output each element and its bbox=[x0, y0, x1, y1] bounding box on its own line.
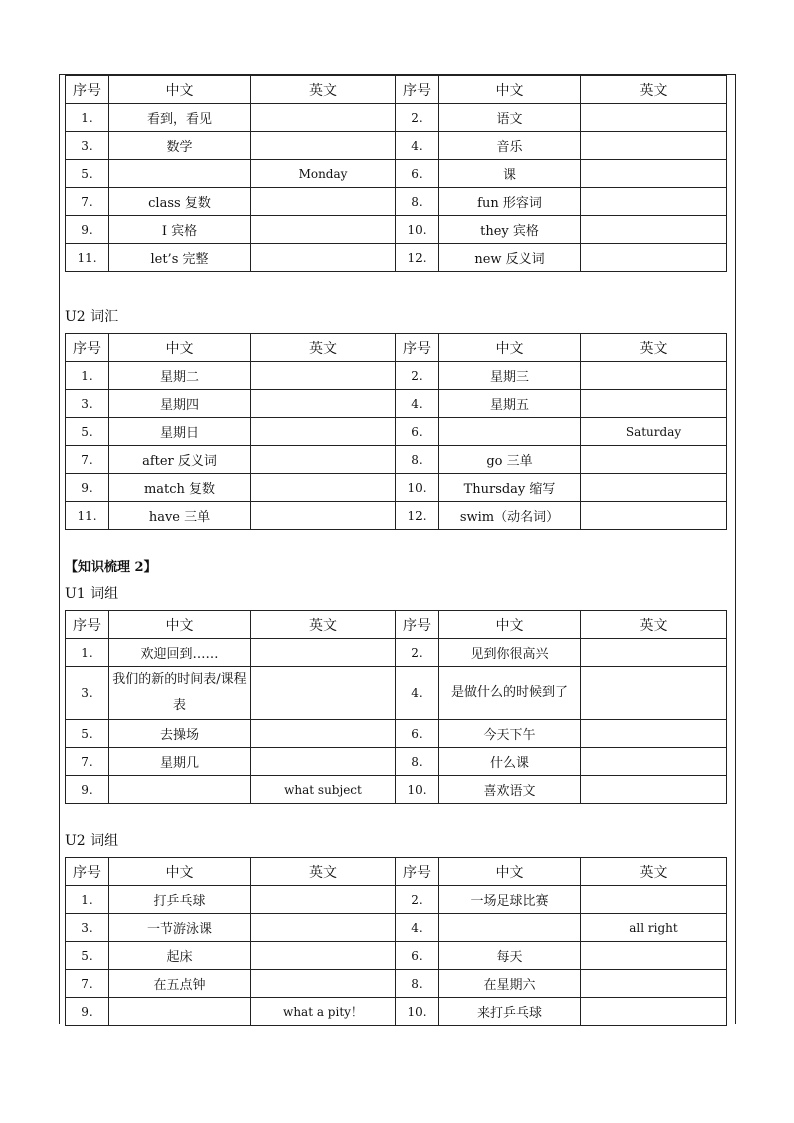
answer-cell[interactable] bbox=[251, 390, 396, 418]
cell-index: 8. bbox=[396, 446, 439, 474]
answer-cell[interactable] bbox=[581, 244, 727, 272]
cell-chinese: 见到你很高兴 bbox=[439, 639, 581, 667]
answer-cell[interactable] bbox=[581, 390, 727, 418]
cell-chinese: 星期日 bbox=[109, 418, 251, 446]
cell-chinese: class 复数 bbox=[109, 188, 251, 216]
cell-index: 6. bbox=[396, 160, 439, 188]
table-row bbox=[66, 390, 727, 418]
cell-chinese: 音乐 bbox=[439, 132, 581, 160]
column-header-english: 英文 bbox=[251, 611, 396, 639]
cell-chinese: fun 形容词 bbox=[439, 188, 581, 216]
section-u2-phrases: U2 词组 bbox=[65, 833, 119, 849]
u2-vocab-table bbox=[65, 333, 727, 530]
cell-chinese bbox=[109, 998, 251, 1026]
cell-index: 1. bbox=[66, 886, 109, 914]
cell-index: 3. bbox=[66, 914, 109, 942]
cell-chinese: 今天下午 bbox=[439, 720, 581, 748]
column-header-english: 英文 bbox=[581, 76, 727, 104]
table-row bbox=[66, 418, 727, 446]
cell-chinese: 星期五 bbox=[439, 390, 581, 418]
cell-chinese: 课 bbox=[439, 160, 581, 188]
cell-index: 5. bbox=[66, 720, 109, 748]
column-header-english: 英文 bbox=[251, 334, 396, 362]
table-row bbox=[66, 942, 727, 970]
column-header-chinese: 中文 bbox=[109, 76, 251, 104]
cell-index: 12. bbox=[396, 502, 439, 530]
column-header-chinese: 中文 bbox=[109, 858, 251, 886]
column-header-index: 序号 bbox=[66, 611, 109, 639]
cell-chinese: 一场足球比赛 bbox=[439, 886, 581, 914]
cell-chinese bbox=[439, 914, 581, 942]
cell-index: 7. bbox=[66, 748, 109, 776]
cell-index: 9. bbox=[66, 216, 109, 244]
column-header-index: 序号 bbox=[66, 76, 109, 104]
cell-chinese: 每天 bbox=[439, 942, 581, 970]
cell-chinese: 什么课 bbox=[439, 748, 581, 776]
cell-chinese: 星期几 bbox=[109, 748, 251, 776]
cell-chinese: 来打乒乓球 bbox=[439, 998, 581, 1026]
table-row bbox=[66, 244, 727, 272]
section-u1-phrases: U1 词组 bbox=[65, 586, 119, 602]
u1-vocab-table bbox=[65, 75, 727, 272]
cell-index: 2. bbox=[396, 886, 439, 914]
cell-index: 9. bbox=[66, 776, 109, 804]
cell-chinese: I 宾格 bbox=[109, 216, 251, 244]
cell-english: all right bbox=[581, 914, 727, 942]
cell-index: 6. bbox=[396, 720, 439, 748]
cell-chinese bbox=[109, 160, 251, 188]
cell-index: 11. bbox=[66, 244, 109, 272]
cell-english: what subject bbox=[251, 776, 396, 804]
answer-cell[interactable] bbox=[251, 132, 396, 160]
answer-cell[interactable] bbox=[251, 244, 396, 272]
table-row bbox=[66, 720, 727, 748]
cell-index: 2. bbox=[396, 362, 439, 390]
answer-cell[interactable] bbox=[581, 160, 727, 188]
table-row bbox=[66, 188, 727, 216]
cell-index: 5. bbox=[66, 160, 109, 188]
cell-index: 7. bbox=[66, 188, 109, 216]
answer-cell[interactable] bbox=[251, 216, 396, 244]
cell-chinese: swim（动名词） bbox=[439, 502, 581, 530]
table-row bbox=[66, 362, 727, 390]
cell-chinese: 是做什么的时候到了 bbox=[439, 667, 581, 720]
answer-cell[interactable] bbox=[581, 886, 727, 914]
column-header-index: 序号 bbox=[396, 334, 439, 362]
table-row bbox=[66, 886, 727, 914]
cell-chinese: 欢迎回到…… bbox=[109, 639, 251, 667]
table-row bbox=[66, 502, 727, 530]
table-row bbox=[66, 970, 727, 998]
cell-chinese: go 三单 bbox=[439, 446, 581, 474]
cell-index: 2. bbox=[396, 104, 439, 132]
column-header-chinese: 中文 bbox=[439, 611, 581, 639]
answer-cell[interactable] bbox=[581, 942, 727, 970]
cell-index: 1. bbox=[66, 639, 109, 667]
column-header-index: 序号 bbox=[396, 858, 439, 886]
cell-chinese: 在五点钟 bbox=[109, 970, 251, 998]
cell-index: 10. bbox=[396, 216, 439, 244]
answer-cell[interactable] bbox=[251, 474, 396, 502]
answer-cell[interactable] bbox=[581, 748, 727, 776]
column-header-index: 序号 bbox=[66, 858, 109, 886]
cell-index: 1. bbox=[66, 362, 109, 390]
cell-chinese: let’s 完整 bbox=[109, 244, 251, 272]
table-row bbox=[66, 104, 727, 132]
column-header-chinese: 中文 bbox=[109, 611, 251, 639]
cell-index: 6. bbox=[396, 942, 439, 970]
cell-index: 4. bbox=[396, 914, 439, 942]
cell-index: 11. bbox=[66, 502, 109, 530]
column-header-english: 英文 bbox=[251, 76, 396, 104]
cell-index: 3. bbox=[66, 132, 109, 160]
column-header-english: 英文 bbox=[251, 858, 396, 886]
answer-cell[interactable] bbox=[581, 639, 727, 667]
column-header-index: 序号 bbox=[396, 76, 439, 104]
u1-phrases-table bbox=[65, 610, 727, 804]
answer-cell[interactable] bbox=[581, 667, 727, 720]
answer-cell[interactable] bbox=[581, 998, 727, 1026]
table-row bbox=[66, 216, 727, 244]
section-knowledge-heading: 【知识梳理 2】 bbox=[65, 560, 157, 575]
cell-chinese: 一节游泳课 bbox=[109, 914, 251, 942]
cell-chinese: 星期二 bbox=[109, 362, 251, 390]
answer-cell[interactable] bbox=[581, 776, 727, 804]
answer-cell[interactable] bbox=[581, 502, 727, 530]
cell-index: 12. bbox=[396, 244, 439, 272]
cell-index: 9. bbox=[66, 998, 109, 1026]
cell-index: 2. bbox=[396, 639, 439, 667]
answer-cell[interactable] bbox=[251, 188, 396, 216]
table-row bbox=[66, 998, 727, 1026]
cell-index: 8. bbox=[396, 748, 439, 776]
cell-chinese bbox=[109, 776, 251, 804]
cell-chinese: after 反义词 bbox=[109, 446, 251, 474]
answer-cell[interactable] bbox=[581, 362, 727, 390]
cell-index: 8. bbox=[396, 970, 439, 998]
header-row bbox=[66, 611, 727, 639]
cell-index: 10. bbox=[396, 474, 439, 502]
cell-english: what a pity！ bbox=[251, 998, 396, 1026]
cell-index: 9. bbox=[66, 474, 109, 502]
answer-cell[interactable] bbox=[581, 446, 727, 474]
cell-index: 6. bbox=[396, 418, 439, 446]
answer-cell[interactable] bbox=[581, 132, 727, 160]
cell-english: Monday bbox=[251, 160, 396, 188]
table-row bbox=[66, 446, 727, 474]
table-row bbox=[66, 639, 727, 667]
cell-index: 4. bbox=[396, 390, 439, 418]
u2-phrases-table bbox=[65, 857, 727, 1026]
answer-cell[interactable] bbox=[581, 720, 727, 748]
cell-chinese: 星期三 bbox=[439, 362, 581, 390]
answer-cell[interactable] bbox=[581, 188, 727, 216]
section-u2-vocab: U2 词汇 bbox=[65, 309, 119, 325]
header-row bbox=[66, 334, 727, 362]
cell-chinese: have 三单 bbox=[109, 502, 251, 530]
table-row bbox=[66, 132, 727, 160]
cell-index: 3. bbox=[66, 667, 109, 720]
cell-index: 3. bbox=[66, 390, 109, 418]
answer-cell[interactable] bbox=[581, 216, 727, 244]
cell-chinese bbox=[439, 418, 581, 446]
cell-index: 7. bbox=[66, 446, 109, 474]
cell-index: 1. bbox=[66, 104, 109, 132]
cell-index: 4. bbox=[396, 132, 439, 160]
cell-index: 8. bbox=[396, 188, 439, 216]
cell-chinese: Thursday 缩写 bbox=[439, 474, 581, 502]
column-header-english: 英文 bbox=[581, 858, 727, 886]
cell-chinese: 语文 bbox=[439, 104, 581, 132]
cell-index: 10. bbox=[396, 776, 439, 804]
cell-chinese: 喜欢语文 bbox=[439, 776, 581, 804]
column-header-chinese: 中文 bbox=[439, 76, 581, 104]
answer-cell[interactable] bbox=[251, 104, 396, 132]
answer-cell[interactable] bbox=[581, 970, 727, 998]
table-row bbox=[66, 160, 727, 188]
answer-cell[interactable] bbox=[581, 474, 727, 502]
cell-index: 10. bbox=[396, 998, 439, 1026]
cell-chinese: 我们的新的时间表/课程表 bbox=[109, 667, 251, 720]
answer-cell[interactable] bbox=[251, 914, 396, 942]
cell-english: Saturday bbox=[581, 418, 727, 446]
answer-cell[interactable] bbox=[251, 667, 396, 720]
column-header-english: 英文 bbox=[581, 611, 727, 639]
header-row bbox=[66, 76, 727, 104]
header-row bbox=[66, 858, 727, 886]
cell-index: 7. bbox=[66, 970, 109, 998]
cell-chinese: new 反义词 bbox=[439, 244, 581, 272]
answer-cell[interactable] bbox=[251, 720, 396, 748]
column-header-chinese: 中文 bbox=[109, 334, 251, 362]
table-row bbox=[66, 914, 727, 942]
answer-cell[interactable] bbox=[251, 748, 396, 776]
cell-index: 5. bbox=[66, 418, 109, 446]
cell-chinese: 星期四 bbox=[109, 390, 251, 418]
answer-cell[interactable] bbox=[251, 362, 396, 390]
table-row bbox=[66, 748, 727, 776]
table-row bbox=[66, 667, 727, 720]
answer-cell[interactable] bbox=[251, 502, 396, 530]
cell-chinese: match 复数 bbox=[109, 474, 251, 502]
cell-chinese: 打乒乓球 bbox=[109, 886, 251, 914]
answer-cell[interactable] bbox=[251, 446, 396, 474]
answer-cell[interactable] bbox=[251, 970, 396, 998]
answer-cell[interactable] bbox=[251, 639, 396, 667]
table-row bbox=[66, 776, 727, 804]
cell-index: 5. bbox=[66, 942, 109, 970]
cell-chinese: 数学 bbox=[109, 132, 251, 160]
cell-chinese: 看到，看见 bbox=[109, 104, 251, 132]
column-header-index: 序号 bbox=[396, 611, 439, 639]
cell-chinese: 起床 bbox=[109, 942, 251, 970]
cell-index: 4. bbox=[396, 667, 439, 720]
column-header-chinese: 中文 bbox=[439, 334, 581, 362]
table-row bbox=[66, 474, 727, 502]
column-header-index: 序号 bbox=[66, 334, 109, 362]
cell-chinese: 去操场 bbox=[109, 720, 251, 748]
answer-cell[interactable] bbox=[581, 104, 727, 132]
cell-chinese: 在星期六 bbox=[439, 970, 581, 998]
column-header-chinese: 中文 bbox=[439, 858, 581, 886]
answer-cell[interactable] bbox=[251, 886, 396, 914]
answer-cell[interactable] bbox=[251, 418, 396, 446]
cell-chinese: they 宾格 bbox=[439, 216, 581, 244]
answer-cell[interactable] bbox=[251, 942, 396, 970]
column-header-english: 英文 bbox=[581, 334, 727, 362]
